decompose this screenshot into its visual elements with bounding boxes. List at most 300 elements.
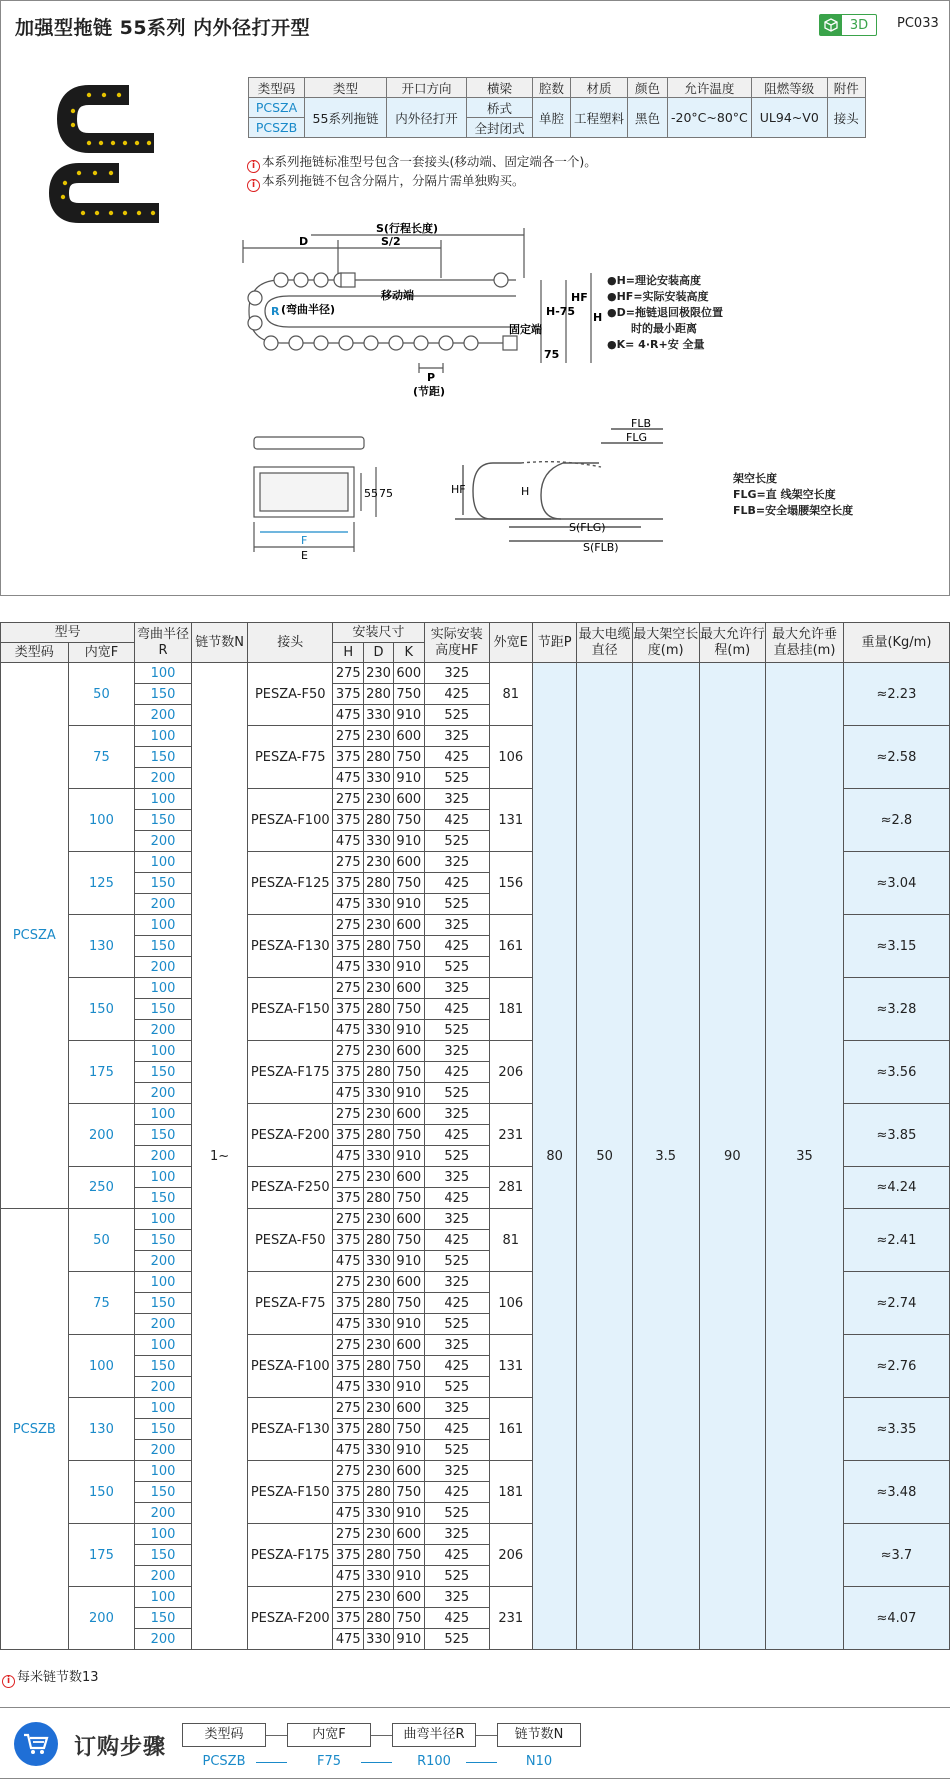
d-cell: 230 bbox=[364, 852, 393, 873]
k-cell: 910 bbox=[393, 1314, 424, 1335]
k-cell: 600 bbox=[393, 1104, 424, 1125]
radius-cell[interactable]: 100 bbox=[135, 1461, 192, 1482]
d-cell: 230 bbox=[364, 1587, 393, 1608]
hf-cell: 525 bbox=[424, 768, 489, 789]
outer-width-cell: 131 bbox=[489, 1335, 532, 1398]
hf-cell: 525 bbox=[424, 1020, 489, 1041]
joint-cell: PESZA-F100 bbox=[248, 789, 333, 852]
d-cell: 230 bbox=[364, 978, 393, 999]
type-code-cell[interactable]: PCSZA bbox=[1, 663, 69, 1209]
n75-label: 75 bbox=[544, 348, 560, 361]
d-cell: 280 bbox=[364, 1356, 393, 1377]
radius-cell[interactable]: 100 bbox=[135, 1104, 192, 1125]
page-title: 加强型拖链 55系列 内外径打开型 bbox=[15, 17, 311, 39]
hf-cell: 525 bbox=[424, 1503, 489, 1524]
spec-header: 开口方向 bbox=[387, 78, 467, 98]
spec-header: 阻燃等级 bbox=[751, 78, 827, 98]
hf-cell: 325 bbox=[424, 1272, 489, 1293]
radius-cell[interactable]: 200 bbox=[135, 1566, 192, 1587]
hf-cell: 525 bbox=[424, 1377, 489, 1398]
d-cell: 330 bbox=[364, 1377, 393, 1398]
step-type-code: 类型码 bbox=[182, 1723, 266, 1747]
hf-cell: 425 bbox=[424, 1062, 489, 1083]
h-cell: 275 bbox=[333, 915, 364, 936]
inner-width-cell[interactable]: 150 bbox=[68, 1461, 135, 1524]
hf-cell: 525 bbox=[424, 957, 489, 978]
legend-line: FLG=直 线架空长度 bbox=[733, 488, 836, 501]
hf-cell: 325 bbox=[424, 1209, 489, 1230]
inner-width-cell[interactable]: 200 bbox=[68, 1587, 135, 1650]
spec-beam: 桥式 bbox=[467, 98, 533, 118]
h-cell: 275 bbox=[333, 1461, 364, 1482]
d-cell: 230 bbox=[364, 789, 393, 810]
info-icon: i bbox=[247, 179, 260, 192]
k-cell: 600 bbox=[393, 915, 424, 936]
k-cell: 910 bbox=[393, 1146, 424, 1167]
legend-line: ●H=理论安装高度 bbox=[607, 274, 702, 287]
radius-cell[interactable]: 200 bbox=[135, 894, 192, 915]
half-stroke-label: S/2 bbox=[381, 235, 401, 248]
sflg-label: S(FLG) bbox=[569, 521, 606, 534]
legend-line: 时的最小距离 bbox=[631, 322, 697, 335]
radius-cell[interactable]: 100 bbox=[135, 1587, 192, 1608]
k-cell: 910 bbox=[393, 768, 424, 789]
k-cell: 600 bbox=[393, 726, 424, 747]
weight-cell: ≈2.8 bbox=[843, 789, 949, 852]
h-cell: 375 bbox=[333, 1419, 364, 1440]
spec-color: 黑色 bbox=[628, 98, 668, 138]
radius-cell[interactable]: 100 bbox=[135, 1167, 192, 1188]
inner-width-cell[interactable]: 250 bbox=[68, 1167, 135, 1209]
inner-width-cell[interactable]: 75 bbox=[68, 726, 135, 789]
hf-cell: 325 bbox=[424, 1104, 489, 1125]
outer-width-cell: 206 bbox=[489, 1041, 532, 1104]
radius-cell[interactable]: 100 bbox=[135, 1398, 192, 1419]
k-cell: 910 bbox=[393, 894, 424, 915]
h-cell: 375 bbox=[333, 1545, 364, 1566]
weight-cell: ≈4.24 bbox=[843, 1167, 949, 1209]
spec-material: 工程塑料 bbox=[571, 98, 628, 138]
inner-width-cell[interactable]: 200 bbox=[68, 1104, 135, 1167]
d-cell: 230 bbox=[364, 1398, 393, 1419]
k-cell: 750 bbox=[393, 810, 424, 831]
col-header: D bbox=[364, 643, 393, 663]
info-icon: i bbox=[2, 1675, 15, 1688]
radius-cell[interactable]: 150 bbox=[135, 1608, 192, 1629]
radius-cell[interactable]: 100 bbox=[135, 1335, 192, 1356]
k-cell: 910 bbox=[393, 1629, 424, 1650]
radius-cell[interactable]: 200 bbox=[135, 1146, 192, 1167]
col-header: 内宽F bbox=[68, 643, 135, 663]
radius-cell[interactable]: 200 bbox=[135, 705, 192, 726]
col-header: 最大架空长度(m) bbox=[632, 623, 699, 663]
spec-cavity: 单腔 bbox=[533, 98, 571, 138]
col-header: K bbox=[393, 643, 424, 663]
h75-label: H-75 bbox=[546, 305, 576, 318]
hf-cell: 525 bbox=[424, 894, 489, 915]
d-cell: 330 bbox=[364, 1251, 393, 1272]
d-cell: 280 bbox=[364, 1545, 393, 1566]
inner-width-cell[interactable]: 50 bbox=[68, 663, 135, 726]
col-header: 重量(Kg/m) bbox=[843, 623, 949, 663]
radius-cell[interactable]: 100 bbox=[135, 663, 192, 684]
joint-cell: PESZA-F250 bbox=[248, 1167, 333, 1209]
joint-cell: PESZA-F75 bbox=[248, 726, 333, 789]
radius-cell[interactable]: 200 bbox=[135, 957, 192, 978]
outer-width-cell: 106 bbox=[489, 726, 532, 789]
d-cell: 330 bbox=[364, 1566, 393, 1587]
info-icon: i bbox=[247, 160, 260, 173]
d-cell: 230 bbox=[364, 1272, 393, 1293]
k-cell: 750 bbox=[393, 747, 424, 768]
radius-cell[interactable]: 150 bbox=[135, 1419, 192, 1440]
outer-width-cell: 81 bbox=[489, 1209, 532, 1272]
links-cell: 1~ bbox=[191, 663, 248, 1650]
radius-cell[interactable]: 150 bbox=[135, 936, 192, 957]
span-cell: 3.5 bbox=[632, 663, 699, 1650]
hf-cell: 525 bbox=[424, 1146, 489, 1167]
d-cell: 330 bbox=[364, 1020, 393, 1041]
joint-cell: PESZA-F130 bbox=[248, 915, 333, 978]
h-cell: 375 bbox=[333, 1293, 364, 1314]
pitch-cell: 80 bbox=[532, 663, 576, 1650]
k-cell: 750 bbox=[393, 936, 424, 957]
inner-width-cell[interactable]: 175 bbox=[68, 1041, 135, 1104]
n75b-label: 75 bbox=[379, 487, 393, 500]
outer-width-cell: 156 bbox=[489, 852, 532, 915]
radius-cell[interactable]: 100 bbox=[135, 1041, 192, 1062]
k-cell: 750 bbox=[393, 999, 424, 1020]
col-header: 型号 bbox=[1, 623, 135, 643]
radius-cell[interactable]: 200 bbox=[135, 831, 192, 852]
hf-cell: 525 bbox=[424, 1251, 489, 1272]
radius-cell[interactable]: 150 bbox=[135, 873, 192, 894]
type-code-link[interactable]: PCSZA bbox=[249, 98, 305, 118]
col-header: 节距P bbox=[532, 623, 576, 663]
d-cell: 230 bbox=[364, 1104, 393, 1125]
hf-cell: 325 bbox=[424, 663, 489, 684]
radius-cell[interactable]: 150 bbox=[135, 747, 192, 768]
weight-cell: ≈3.56 bbox=[843, 1041, 949, 1104]
legend-line: 架空长度 bbox=[733, 472, 777, 485]
joint-cell: PESZA-F175 bbox=[248, 1041, 333, 1104]
hf-cell: 425 bbox=[424, 1356, 489, 1377]
radius-cell[interactable]: 150 bbox=[135, 1125, 192, 1146]
hf-cell: 425 bbox=[424, 1230, 489, 1251]
hf-cell: 425 bbox=[424, 684, 489, 705]
k-cell: 750 bbox=[393, 1125, 424, 1146]
h-cell: 475 bbox=[333, 1503, 364, 1524]
legend-line: ●K= 4·R+安 全量 bbox=[607, 338, 705, 351]
radius-cell[interactable]: 200 bbox=[135, 1440, 192, 1461]
note bbox=[247, 152, 597, 173]
h-cell: 375 bbox=[333, 1230, 364, 1251]
col-header: 安装尺寸 bbox=[333, 623, 425, 643]
weight-cell: ≈3.7 bbox=[843, 1524, 949, 1587]
radius-cell[interactable]: 100 bbox=[135, 1209, 192, 1230]
hf-cell: 325 bbox=[424, 915, 489, 936]
h-cell: 475 bbox=[333, 1377, 364, 1398]
d-cell: 230 bbox=[364, 1524, 393, 1545]
radius-cell[interactable]: 150 bbox=[135, 1293, 192, 1314]
footnote bbox=[2, 1666, 99, 1688]
radius-cell[interactable]: 150 bbox=[135, 684, 192, 705]
k-cell: 910 bbox=[393, 957, 424, 978]
span-diagram bbox=[451, 417, 701, 554]
h-cell: 275 bbox=[333, 852, 364, 873]
h-cell: 275 bbox=[333, 663, 364, 684]
d-cell: 330 bbox=[364, 894, 393, 915]
h-cell: 475 bbox=[333, 1083, 364, 1104]
radius-cell[interactable]: 150 bbox=[135, 1482, 192, 1503]
radius-cell[interactable]: 200 bbox=[135, 1629, 192, 1650]
k-cell: 910 bbox=[393, 1251, 424, 1272]
radius-r-label: R bbox=[271, 305, 280, 318]
radius-cell[interactable]: 150 bbox=[135, 1062, 192, 1083]
spec-header: 类型码 bbox=[249, 78, 305, 98]
hf-cell: 325 bbox=[424, 1587, 489, 1608]
d-cell: 280 bbox=[364, 810, 393, 831]
stroke-label: S(行程长度) bbox=[376, 222, 438, 235]
radius-cell[interactable]: 150 bbox=[135, 1545, 192, 1566]
radius-cell[interactable]: 150 bbox=[135, 810, 192, 831]
h-cell: 375 bbox=[333, 1188, 364, 1209]
weight-cell: ≈3.15 bbox=[843, 915, 949, 978]
weight-cell: ≈3.48 bbox=[843, 1461, 949, 1524]
h-cell: 375 bbox=[333, 1608, 364, 1629]
weight-cell: ≈3.85 bbox=[843, 1104, 949, 1167]
hf-cell: 525 bbox=[424, 705, 489, 726]
step-value: F75 bbox=[316, 1754, 342, 1769]
hf-cell: 425 bbox=[424, 1125, 489, 1146]
table-row bbox=[1, 663, 950, 684]
radius-cell[interactable]: 100 bbox=[135, 915, 192, 936]
hf-cell: 325 bbox=[424, 852, 489, 873]
spec-header: 材质 bbox=[571, 78, 628, 98]
spec-flame: UL94~V0 bbox=[751, 98, 827, 138]
k-cell: 910 bbox=[393, 831, 424, 852]
footnote-text: 每米链节数13 bbox=[17, 1670, 99, 1685]
outer-width-cell: 206 bbox=[489, 1524, 532, 1587]
hf-cell: 425 bbox=[424, 1188, 489, 1209]
h2-label: H bbox=[521, 485, 530, 498]
hf-cell: 425 bbox=[424, 1482, 489, 1503]
flg-label: FLG bbox=[626, 431, 647, 444]
k-cell: 910 bbox=[393, 1503, 424, 1524]
radius-cell[interactable]: 200 bbox=[135, 1503, 192, 1524]
k-cell: 600 bbox=[393, 1398, 424, 1419]
h-cell: 375 bbox=[333, 1356, 364, 1377]
hf-cell: 425 bbox=[424, 747, 489, 768]
col-header: 最大允许垂直悬挂(m) bbox=[766, 623, 844, 663]
weight-cell: ≈2.23 bbox=[843, 663, 949, 726]
inner-width-cell[interactable]: 125 bbox=[68, 852, 135, 915]
weight-cell: ≈3.28 bbox=[843, 978, 949, 1041]
joint-cell: PESZA-F200 bbox=[248, 1104, 333, 1167]
weight-cell: ≈4.07 bbox=[843, 1587, 949, 1650]
inner-width-cell[interactable]: 130 bbox=[68, 915, 135, 978]
spec-opening: 内外径打开 bbox=[387, 98, 467, 138]
hf-cell: 425 bbox=[424, 873, 489, 894]
radius-cell[interactable]: 100 bbox=[135, 789, 192, 810]
spec-header: 腔数 bbox=[533, 78, 571, 98]
step-separator bbox=[266, 1735, 287, 1736]
radius-cell[interactable]: 200 bbox=[135, 1314, 192, 1335]
weight-cell: ≈3.35 bbox=[843, 1398, 949, 1461]
radius-cell[interactable]: 100 bbox=[135, 1524, 192, 1545]
d-cell: 230 bbox=[364, 663, 393, 684]
h-cell: 275 bbox=[333, 1167, 364, 1188]
d-cell: 230 bbox=[364, 915, 393, 936]
radius-cell[interactable]: 200 bbox=[135, 768, 192, 789]
k-cell: 600 bbox=[393, 1587, 424, 1608]
h-cell: 475 bbox=[333, 1566, 364, 1587]
h-cell: 375 bbox=[333, 810, 364, 831]
step-separator bbox=[476, 1735, 497, 1736]
radius-cell[interactable]: 150 bbox=[135, 1230, 192, 1251]
pitch-label: (节距) bbox=[413, 385, 446, 398]
spec-header: 允许温度 bbox=[668, 78, 752, 98]
flb-label: FLB bbox=[631, 417, 652, 430]
d-cell: 280 bbox=[364, 1230, 393, 1251]
h-cell: 375 bbox=[333, 1482, 364, 1503]
inner-width-cell[interactable]: 175 bbox=[68, 1524, 135, 1587]
inner-width-cell[interactable]: 150 bbox=[68, 978, 135, 1041]
radius-cell[interactable]: 150 bbox=[135, 999, 192, 1020]
type-code-cell[interactable]: PCSZB bbox=[1, 1209, 69, 1650]
k-cell: 600 bbox=[393, 1209, 424, 1230]
radius-cell[interactable]: 200 bbox=[135, 1020, 192, 1041]
step-separator bbox=[466, 1762, 497, 1763]
radius-label: (弯曲半径) bbox=[281, 303, 336, 316]
joint-cell: PESZA-F150 bbox=[248, 1461, 333, 1524]
moving-end-label: 移动端 bbox=[381, 289, 414, 302]
hf-cell: 425 bbox=[424, 1608, 489, 1629]
radius-cell[interactable]: 150 bbox=[135, 1356, 192, 1377]
radius-cell[interactable]: 200 bbox=[135, 1377, 192, 1398]
k-cell: 750 bbox=[393, 1482, 424, 1503]
h-cell: 475 bbox=[333, 1146, 364, 1167]
step-value: R100 bbox=[417, 1754, 451, 1769]
joint-cell: PESZA-F130 bbox=[248, 1398, 333, 1461]
d-cell: 280 bbox=[364, 936, 393, 957]
col-header: 实际安装高度HF bbox=[424, 623, 489, 663]
d-label: D bbox=[299, 235, 309, 248]
joint-cell: PESZA-F50 bbox=[248, 1209, 333, 1272]
e-label: E bbox=[301, 549, 308, 562]
k-cell: 910 bbox=[393, 1083, 424, 1104]
h-cell: 275 bbox=[333, 1587, 364, 1608]
hf-cell: 525 bbox=[424, 1440, 489, 1461]
hf-cell: 525 bbox=[424, 1083, 489, 1104]
joint-cell: PESZA-F75 bbox=[248, 1272, 333, 1335]
k-cell: 750 bbox=[393, 1419, 424, 1440]
d-cell: 230 bbox=[364, 1335, 393, 1356]
joint-cell: PESZA-F100 bbox=[248, 1335, 333, 1398]
k-cell: 750 bbox=[393, 1062, 424, 1083]
hf-cell: 325 bbox=[424, 1398, 489, 1419]
radius-cell[interactable]: 100 bbox=[135, 852, 192, 873]
radius-cell[interactable]: 200 bbox=[135, 1083, 192, 1104]
d-cell: 330 bbox=[364, 705, 393, 726]
inner-width-cell[interactable]: 50 bbox=[68, 1209, 135, 1272]
drag-chain-photo bbox=[49, 81, 209, 231]
outer-width-cell: 81 bbox=[489, 663, 532, 726]
outer-width-cell: 281 bbox=[489, 1167, 532, 1209]
d-cell: 330 bbox=[364, 1314, 393, 1335]
diagram1-legend bbox=[607, 273, 723, 353]
k-cell: 600 bbox=[393, 1167, 424, 1188]
inner-width-cell[interactable]: 75 bbox=[68, 1272, 135, 1335]
type-code-link[interactable]: PCSZB bbox=[249, 118, 305, 138]
radius-cell[interactable]: 100 bbox=[135, 978, 192, 999]
d-cell: 230 bbox=[364, 1167, 393, 1188]
hf-cell: 425 bbox=[424, 1419, 489, 1440]
radius-cell[interactable]: 100 bbox=[135, 1272, 192, 1293]
h-cell: 375 bbox=[333, 999, 364, 1020]
k-cell: 750 bbox=[393, 1608, 424, 1629]
joint-cell: PESZA-F50 bbox=[248, 663, 333, 726]
d-cell: 230 bbox=[364, 1041, 393, 1062]
hf-label: HF bbox=[571, 291, 588, 304]
weight-cell: ≈2.76 bbox=[843, 1335, 949, 1398]
h-label: H bbox=[593, 311, 603, 324]
d-cell: 230 bbox=[364, 1461, 393, 1482]
h-cell: 275 bbox=[333, 1398, 364, 1419]
joint-cell: PESZA-F175 bbox=[248, 1524, 333, 1587]
step-radius: 曲弯半径R bbox=[392, 1723, 476, 1747]
h-cell: 475 bbox=[333, 768, 364, 789]
inner-width-cell[interactable]: 100 bbox=[68, 1335, 135, 1398]
d-cell: 280 bbox=[364, 1293, 393, 1314]
radius-cell[interactable]: 150 bbox=[135, 1188, 192, 1209]
radius-cell[interactable]: 100 bbox=[135, 726, 192, 747]
3d-view-button[interactable] bbox=[819, 14, 877, 36]
d-cell: 280 bbox=[364, 1125, 393, 1146]
k-cell: 750 bbox=[393, 1188, 424, 1209]
cube-icon bbox=[820, 15, 842, 35]
inner-width-cell[interactable]: 130 bbox=[68, 1398, 135, 1461]
hf-cell: 525 bbox=[424, 831, 489, 852]
d-cell: 230 bbox=[364, 1209, 393, 1230]
fixed-end-label: 固定端 bbox=[509, 323, 542, 336]
h-cell: 275 bbox=[333, 1041, 364, 1062]
hf-cell: 325 bbox=[424, 789, 489, 810]
d-cell: 330 bbox=[364, 1503, 393, 1524]
side-view-diagram bbox=[241, 223, 601, 403]
hf-cell: 525 bbox=[424, 1629, 489, 1650]
k-cell: 600 bbox=[393, 789, 424, 810]
h-cell: 275 bbox=[333, 1209, 364, 1230]
outer-width-cell: 231 bbox=[489, 1104, 532, 1167]
k-cell: 600 bbox=[393, 1524, 424, 1545]
hf2-label: HF bbox=[451, 483, 466, 496]
d-cell: 280 bbox=[364, 873, 393, 894]
inner-width-cell[interactable]: 100 bbox=[68, 789, 135, 852]
hf-cell: 525 bbox=[424, 1566, 489, 1587]
step-inner-width: 内宽F bbox=[287, 1723, 371, 1747]
hf-cell: 425 bbox=[424, 999, 489, 1020]
order-steps bbox=[0, 1707, 950, 1779]
k-cell: 750 bbox=[393, 873, 424, 894]
h-cell: 475 bbox=[333, 894, 364, 915]
k-cell: 910 bbox=[393, 705, 424, 726]
spec-header: 横梁 bbox=[467, 78, 533, 98]
d-cell: 330 bbox=[364, 1440, 393, 1461]
radius-cell[interactable]: 200 bbox=[135, 1251, 192, 1272]
d-cell: 330 bbox=[364, 768, 393, 789]
h-cell: 375 bbox=[333, 747, 364, 768]
